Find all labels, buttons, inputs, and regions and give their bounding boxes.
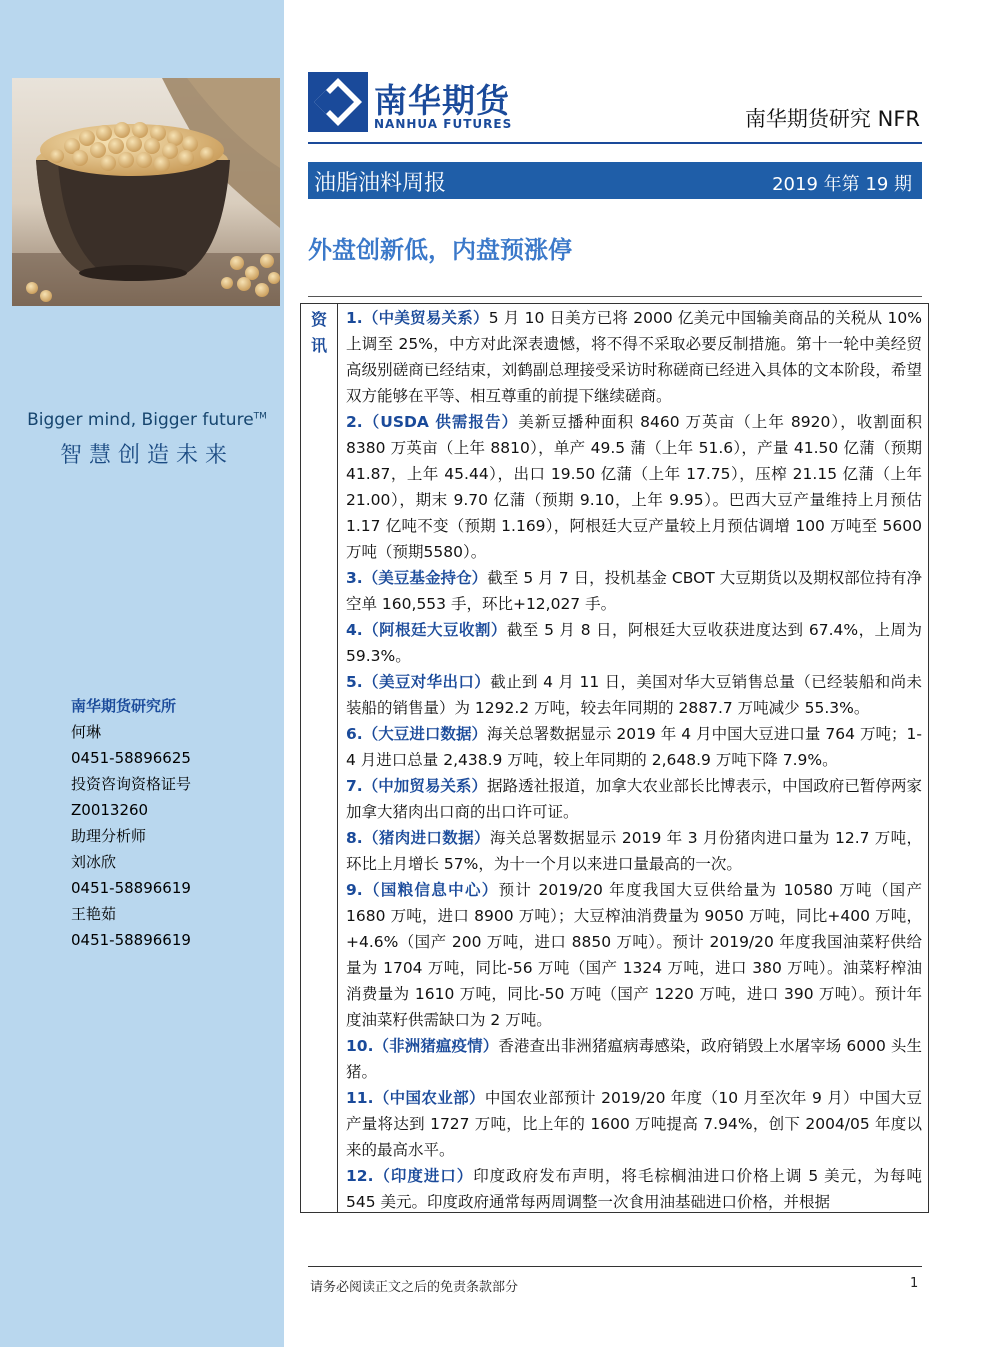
license-label: 投资咨询资格证号 (71, 775, 192, 793)
news-item: 4.（阿根廷大豆收割）截至 5 月 8 日，阿根廷大豆收获进度达到 67.4%，上周为 59.3%。 (346, 621, 922, 665)
contact-block (71, 693, 276, 953)
news-content (346, 305, 922, 1213)
news-item: 3.（美豆基金持仓）截至 5 月 7 日，投机基金 CBOT 大豆期货以及期权部位持有净空单 160,553 手，环比+12,027 手。 (346, 569, 922, 613)
analyst-name: 何琳 (71, 723, 102, 741)
news-table (300, 303, 929, 1213)
news-item: 2.（USDA 供需报告）美新豆播种面积 8460 万英亩（上年 8920），收割面积 8380 万英亩（上年 8810），单产 49.5 蒲（上年 51.6），产量 41.50 亿蒲（预期 41.87，上年 45.44），出口 19.50 亿蒲（上年 17.75），压榨 21.15 亿蒲（上年 21.00），期末 9.70 亿蒲（预期 9.10，上年 9.95）。巴西大豆产量维持上月预估 1.17 亿吨不变（预期 1.169），阿根廷大豆产量较上月预估调增 100 万吨至 5600 万吨（预期5580）。 (346, 413, 922, 561)
sidebar (0, 0, 284, 1347)
soybean-bowl-image (12, 78, 280, 306)
news-label-column (301, 304, 338, 1212)
header-rule (308, 142, 922, 144)
headline-rule (308, 296, 922, 297)
assistant2-name: 王艳茹 (71, 905, 117, 923)
page-number: 1 (910, 1276, 919, 1291)
institute-name: 南华期货研究所 (71, 697, 177, 715)
news-item: 8.（猪肉进口数据）海关总署数据显示 2019 年 3 月份猪肉进口量为 12.7 万吨，环比上月增长 57%，为十一个月以来进口量最高的一次。 (346, 829, 922, 873)
company-logo (308, 72, 548, 134)
report-banner (308, 162, 922, 199)
soybean-bowl-photo (12, 78, 280, 306)
footer-rule (308, 1266, 922, 1267)
analyst-phone: 0451-58896625 (71, 749, 191, 767)
nanhua-logo-icon (308, 72, 368, 132)
news-item: 7.（中加贸易关系）据路透社报道，加拿大农业部长比博表示，中国政府已暂停两家加拿大猪肉出口商的出口许可证。 (346, 777, 922, 821)
news-item: 12.（印度进口）印度政府发布声明，将毛棕榈油进口价格上调 5 美元，为每吨 545 美元。印度政府通常每两周调整一次食用油基础进口价格，并根据 (346, 1167, 922, 1211)
logo-chinese-name: 南华期货 (374, 81, 510, 120)
news-item: 9.（国粮信息中心）预计 2019/20 年度我国大豆供给量为 10580 万吨（国产 1680 万吨，进口 8900 万吨）；大豆榨油消费量为 9050 万吨，同比+400 万吨，+4.6%（国产 200 万吨，进口 8850 万吨）。预计 2019/20 年度我国油菜籽供给量为 1704 万吨，同比-56 万吨（国产 1324 万吨，进口 380 万吨）。油菜籽榨油消费量为 1610 万吨，同比-50 万吨（国产 1220 万吨，进口 390 万吨）。预计年度油菜籽供需缺口为 2 万吨。 (346, 881, 922, 1029)
report-title: 油脂油料周报 (314, 171, 447, 196)
assistant1-phone: 0451-58896619 (71, 879, 191, 897)
issue-number: 2019 年第 19 期 (772, 174, 912, 195)
news-item: 5.（美豆对华出口）截止到 4 月 11 日，美国对华大豆销售总量（已经装船和尚未装船的销售量）为 1292.2 万吨，较去年同期的 2887.7 万吨减少 55.3%。 (346, 673, 922, 717)
license-number: Z0013260 (71, 801, 149, 819)
news-item: 10.（非洲猪瘟疫情）香港查出非洲猪瘟病毒感染，政府销毁上水屠宰场 6000 头生猪。 (346, 1037, 922, 1081)
footer-disclaimer: 请务必阅读正文之后的免责条款部分 (310, 1280, 519, 1295)
news-item: 6.（大豆进口数据）海关总署数据显示 2019 年 4 月中国大豆进口量 764 万吨；1-4 月进口总量 2,438.9 万吨，较上年同期的 2,648.9 万吨下降 7.9%。 (346, 725, 922, 769)
news-item: 1.（中美贸易关系）5 月 10 日美方已将 2000 亿美元中国输美商品的关税从 10%上调至 25%，中方对此深表遗憾，将不得不采取必要反制措施。第十一轮中美经贸高级别磋商已经结束，刘鹤副总理接受采访时称磋商已经进入具体的文本阶段，希望双方能够在平等、相互尊重的前提下继续磋商。 (346, 309, 922, 405)
assistant1-name: 刘冰欣 (71, 853, 117, 871)
news-label: 资讯 (310, 310, 327, 355)
assistant2-phone: 0451-58896619 (71, 931, 191, 949)
tagline-english: Bigger mind, Bigger future™ (27, 410, 267, 430)
logo-english-name: NANHUA FUTURES (374, 117, 513, 131)
assistant-label: 助理分析师 (71, 827, 147, 845)
tagline-chinese: 智慧创造未来 (59, 443, 234, 468)
report-headline: 外盘创新低，内盘预涨停 (308, 236, 572, 264)
news-item: 11.（中国农业部）中国农业部预计 2019/20 年度（10 月至次年 9 月）中国大豆产量将达到 1727 万吨，比上年的 1600 万吨提高 7.94%，创下 2004/05 年度以来的最高水平。 (346, 1089, 922, 1159)
research-label: 南华期货研究 NFR (744, 107, 920, 131)
